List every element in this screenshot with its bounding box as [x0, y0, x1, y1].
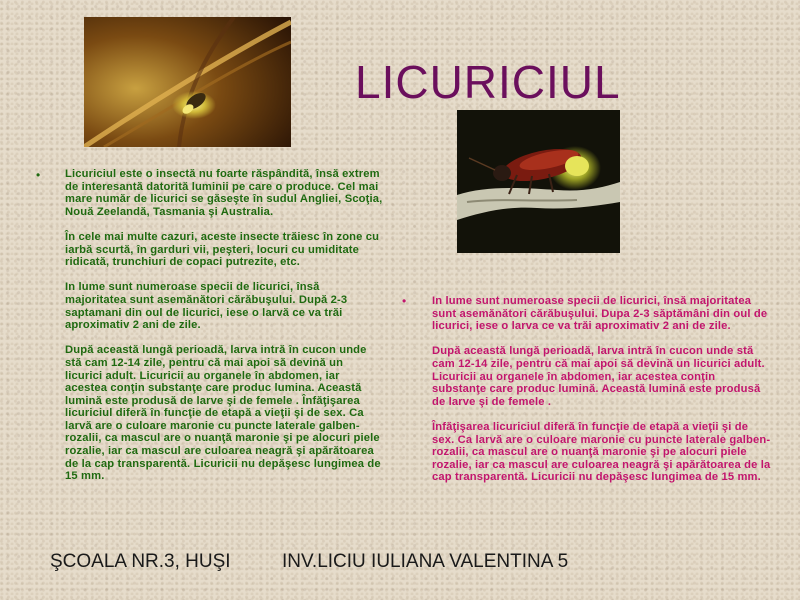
left-paragraph: După această lungă perioadă, larva intră în cucon unde stă cam 12-14 zile, pentru că mai apoi să devină un licurici adult. Licuricii au organele în abdomen, iar acestea conţin substanţe care produc lumina. Această lumină este produsă de larve şi de femele . Înfăţişarea licuriciul diferă în funcţie de etapă a vieţii şi de sex. Ca larvă are o culoare maronie cu puncte laterale galben-rozalii, ca mascul are o nuanţă maronie şi pe alocuri piele rozalie, iar ca mascul are culoarea neagră şi apărătoarea de la cap transparentă. Licuricii nu depăşesc lungimea de 15 mm. — [65, 344, 381, 483]
right-paragraph: In lume sunt numeroase specii de licurici, însă majoritatea sunt asemănători cărăbuşului. Dupa 2-3 săptămâni din oul de licurici, iese o larva ce va trăi aproximativ 2 ani de zile. — [432, 295, 768, 333]
left-paragraph: In lume sunt numeroase specii de licurici, însă majoritatea sunt asemănători cărăbuşului. După 2-3 saptamani din oul de licurici, iese o larvă ce va trăi aproximativ 2 ani de zile. — [65, 281, 348, 332]
firefly-grass-photo — [84, 17, 291, 147]
right-paragraph: După această lungă perioadă, larva intră în cucon unde stă cam 12-14 zile, pentru că mai apoi să devină un licurici adult. Licuricii au organele în abdomen, iar acestea conţin substanţe care produc lumină. Această lumină este produsă de larve şi de femele . — [432, 345, 765, 408]
bullet-marker: • — [402, 294, 407, 308]
right-text-column — [432, 295, 772, 497]
left-text-column — [65, 168, 383, 495]
footer-author: INV.LICIU IULIANA VALENTINA 5 — [282, 551, 569, 572]
left-paragraph: Licuriciul este o insectă nu foarte răspândită, însă extrem de interesantă datorită luminii pe care o produce. Cel mai mare număr de licurici se găseşte în sudul Angliei, Scoţia, Nouă Zeelandă, Tasmania şi Australia. — [65, 168, 383, 218]
footer-school: ŞCOALA NR.3, HUŞI — [50, 551, 231, 572]
page-title: LICURICIUL — [355, 56, 621, 108]
right-paragraph: Înfăţişarea licuriciul diferă în funcţie de etapă a vieţii şi de sex. Ca larvă are o culoare maronie cu puncte laterale galben-rozalii, ca mascul are o nuanţă maronie şi pe alocuri piele rozalie, iar ca mascul are culoarea neagră şi apărătoarea de la cap transparentă. Licuricii nu depăşesc lungimea de 15 mm. — [432, 420, 771, 484]
bullet-marker: • — [36, 168, 41, 182]
firefly-branch-photo — [457, 110, 620, 253]
left-paragraph: În cele mai multe cazuri, aceste insecte trăiesc în zone cu iarbă scurtă, în garduri vii, peşteri, locuri cu umiditate ridicată, trunchiuri de copaci putrezite, etc. — [65, 230, 380, 269]
